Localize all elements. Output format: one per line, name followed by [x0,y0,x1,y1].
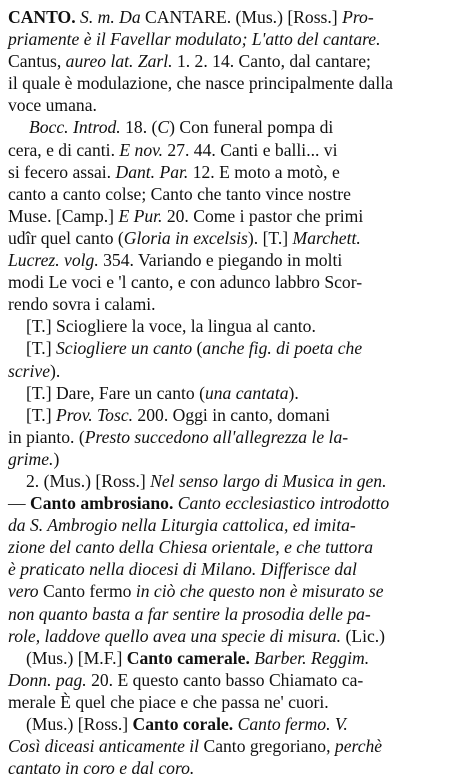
italic-text: E nov. [119,139,164,160]
text-segment: (Mus.) [M.F.] [26,647,127,668]
entry-line [8,514,462,536]
entry-line [8,28,462,50]
entry-line [8,72,462,94]
italic-text: Donn. pag. [8,669,87,690]
italic-text: Da [119,7,141,27]
italic-text: Così diceasi anticamente il [8,736,200,757]
italic-text: vero [8,581,39,602]
text-segment: Muse. [Camp.] [8,205,119,226]
text-segment: 18. ( [120,117,158,138]
text-segment: 1. 2. 14. Canto, dal cantare; [172,51,371,72]
text-segment: CANTARE. (Mus.) [Ross.] [140,7,343,27]
entry-line [8,94,462,116]
entry-line [8,757,462,779]
italic-text: scrive [8,360,51,381]
entry-line [8,205,462,227]
entry-line [8,470,462,492]
italic-text: Canto ecclesiastico introdotto [177,493,390,514]
text-segment: 20. E questo canto basso Chiamato ca- [86,669,364,690]
entry-line [8,492,462,514]
italic-text: Prov. Tosc. [55,404,134,425]
italic-text: perchè [334,736,383,757]
text-segment: (Lic.) [341,625,386,646]
italic-text: S. m. [80,7,115,27]
entry-line [8,669,462,691]
entry-line [8,315,462,337]
entry-line [8,625,462,647]
italic-text: Bocc. Introd. [29,117,121,138]
italic-text: in ciò che questo non è misurato se [135,581,384,602]
entry-line [8,337,462,359]
italic-text: una cantata [204,382,289,403]
entry-line [8,183,462,205]
italic-text: cantato in coro e dal coro. [8,758,195,779]
entry-line [8,713,462,735]
text-segment: udîr quel canto ( [8,227,124,248]
entry-line [8,691,462,713]
entry-line [8,404,462,426]
headword: Canto corale. [132,714,234,734]
text-segment: ). [288,382,299,403]
text-segment: 200. Oggi in canto, domani [133,404,330,425]
text-segment: ). [50,360,61,381]
italic-text: anche fig. di poeta che [202,338,363,359]
italic-text: Lucrez. volg. [8,250,99,271]
text-segment: cera, e di canti. [8,139,120,160]
text-segment: rendo sovra i calami. [8,294,156,315]
entry-line [8,360,462,382]
entry-line [8,536,462,558]
headword: Canto camerale. [126,647,250,668]
text-segment: voce umana. [8,95,97,116]
text-segment: [T.] [26,338,56,359]
text-segment: — [8,493,30,514]
text-segment: si fecero assai. [8,161,116,182]
entry-line [8,382,462,404]
text-segment: ) [53,448,60,469]
text-segment: Cantus, [8,51,66,72]
text-segment: Canto gregoriano, [199,736,335,757]
entry-line [8,603,462,625]
italic-text: grime. [8,448,54,469]
italic-text: Presto succedono all'allegrezza le la- [84,426,349,447]
italic-text: Dant. Par. [115,161,189,182]
entry-line [8,426,462,448]
text-segment: in pianto. ( [8,426,85,447]
italic-text: C [157,117,170,138]
italic-text: da S. Ambrogio nella Liturgia cattolica, ed imita- [8,515,356,536]
text-segment: canto a canto colse; Canto che tanto vince nostre [8,183,351,204]
text-segment: ) Con funeral pompa di [169,117,334,138]
text-segment: 27. 44. Canti e balli... vi [163,139,338,160]
italic-text: priamente è il Favellar modulato; L'atto del cantare. [8,29,381,50]
italic-text: Pro- [342,7,374,27]
entry-line [8,580,462,602]
entry-line [8,116,462,138]
entry-line [8,558,462,580]
text-segment: (Mus.) [Ross.] [26,714,133,734]
text-segment: [T.] Dare, Fare un canto ( [26,382,205,403]
text-segment: 12. E moto a motò, e [188,161,340,182]
text-segment: ( [192,338,203,359]
entry-line [8,161,462,183]
text-segment: ). [T.] [247,227,293,248]
headword: Canto ambrosiano. [30,493,174,514]
text-segment: [T.] [26,404,56,425]
text-segment: 2. (Mus.) [Ross.] [26,470,151,491]
italic-text: zione del canto della Chiesa orientale, e che tuttora [8,537,374,558]
italic-text: è praticato nella diocesi di Milano. Differisce dal [8,559,357,580]
entry-line [8,448,462,470]
italic-text: Sciogliere un canto [55,338,193,359]
entry-line [8,50,462,72]
italic-text: Barber. Reggim. [254,647,370,668]
entry-line [8,249,462,271]
text-segment: 20. Come i pastor che primi [162,205,364,226]
italic-text: Canto fermo. V. [237,714,348,734]
text-segment: Canto fermo [38,581,136,602]
text-segment: [T.] Sciogliere la voce, la lingua al canto. [26,316,316,337]
italic-text: Nel senso largo di Musica in gen. [150,470,387,491]
italic-text: Marchett. [292,227,361,248]
headword: CANTO. [8,7,76,27]
italic-text: non quanto basta a far sentire la prosodia delle pa- [8,603,371,624]
entry-line [8,271,462,293]
italic-text: E Pur. [118,205,163,226]
italic-text: role, laddove quello avea una specie di misura. [8,625,342,646]
entry-line [8,227,462,249]
text-segment: il quale è modulazione, che nasce principalmente dalla [8,73,393,94]
entry-line [8,647,462,669]
italic-text: Gloria in excelsis [123,227,248,248]
entry-line [8,735,462,757]
italic-text: aureo lat. Zarl. [65,51,173,72]
text-segment: modi Le voci e 'l canto, e con adunco labbro Scor- [8,272,363,293]
text-segment: 354. Variando e piegando in molti [98,250,343,271]
entry-line [8,293,462,315]
entry-line [8,6,462,28]
text-segment: merale È quel che piace e che passa ne' cuori. [8,691,329,712]
entry-line [8,139,462,161]
